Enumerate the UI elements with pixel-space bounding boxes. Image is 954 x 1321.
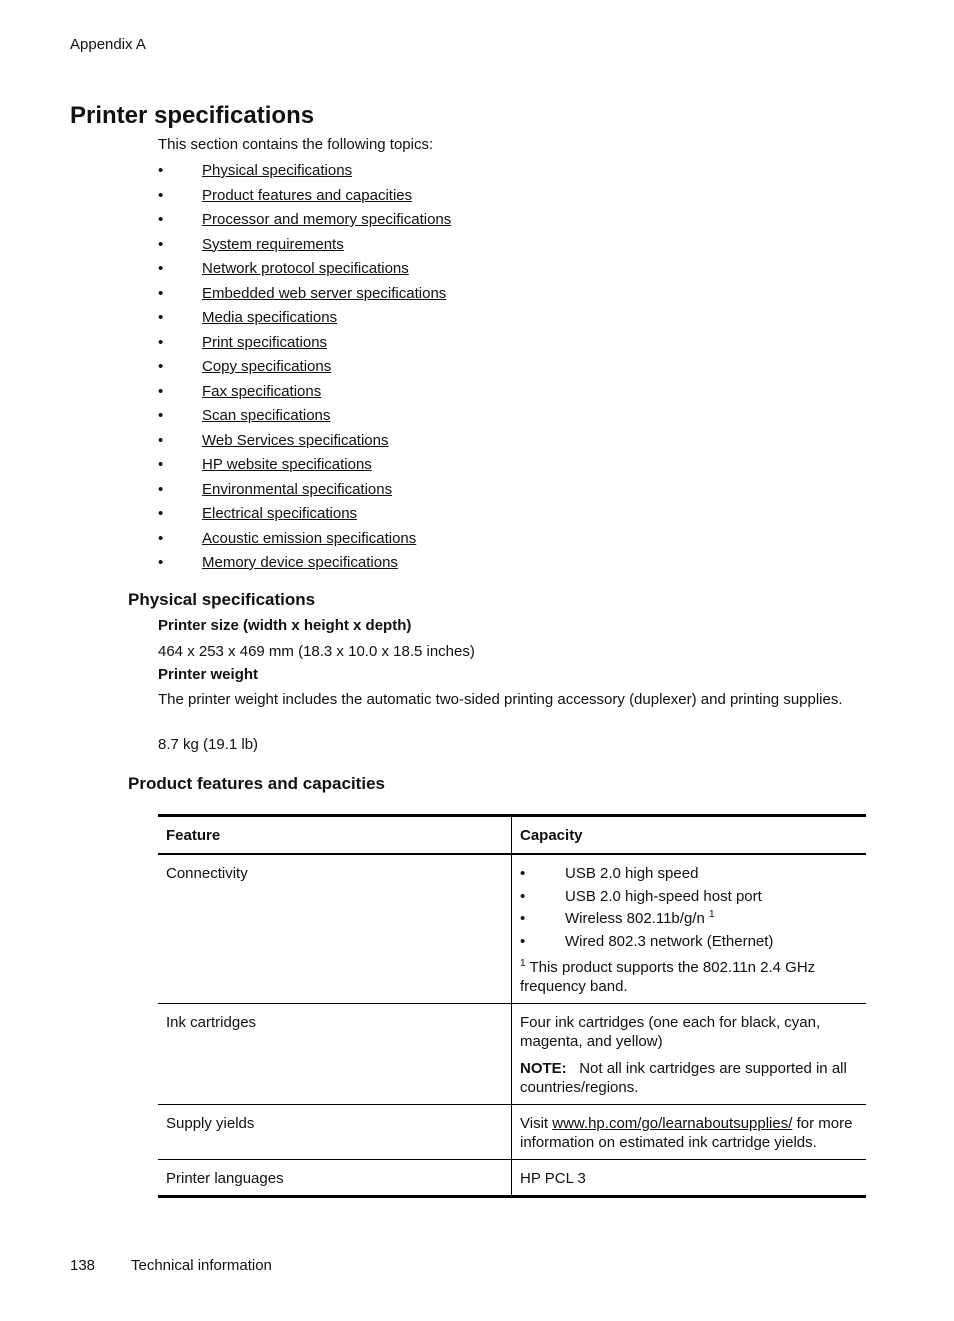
toc-link[interactable]: Embedded web server specifications — [202, 284, 447, 302]
column-header-capacity: Capacity — [512, 816, 867, 855]
table-row — [158, 1004, 866, 1105]
table-row — [158, 1105, 866, 1160]
bullet: • — [158, 358, 164, 375]
bullet: • — [158, 431, 164, 449]
toc-link[interactable]: Network protocol specifications — [202, 260, 409, 277]
bullet: • — [158, 480, 164, 498]
toc-link[interactable]: Processor and memory specifications — [202, 211, 452, 228]
bullet: • — [158, 309, 164, 326]
footer-section-title: Technical information — [131, 1257, 272, 1274]
list-item: • Wired 802.3 network (Ethernet) — [520, 932, 774, 950]
table-row — [158, 854, 866, 1004]
printer-size-value: 464 x 253 x 469 mm (18.3 x 10.0 x 18.5 inches) — [158, 643, 475, 660]
toc-link[interactable]: Media specifications — [202, 309, 338, 326]
capacity-connectivity — [512, 854, 867, 1004]
capacity-printer-languages: HP PCL 3 — [512, 1160, 867, 1197]
feature-connectivity: Connectivity — [158, 854, 512, 1004]
bullet: • — [158, 235, 164, 253]
physical-specs-heading: Physical specifications — [128, 590, 316, 609]
bullet: • — [158, 505, 164, 522]
printer-weight-value: 8.7 kg (19.1 lb) — [158, 736, 259, 753]
supplies-link[interactable]: www.hp.com/go/learnaboutsupplies/ — [552, 1115, 793, 1132]
toc-link[interactable]: System requirements — [202, 235, 344, 253]
bullet: • — [158, 162, 164, 179]
bullet: • — [158, 382, 164, 400]
intro-text: This section contains the following topics: — [158, 136, 434, 153]
footnote-marker: 1 — [708, 909, 715, 920]
toc-link[interactable]: Electrical specifications — [202, 505, 358, 522]
feature-supply-yields: Supply yields — [158, 1105, 512, 1160]
capacity-ink-cartridges: Four ink cartridges (one each for black, cyan, magenta, and yellow) NOTE: Not all ink cartridges are supported in all countries/regions. — [512, 1004, 867, 1105]
connectivity-list — [520, 864, 858, 954]
bullet: • — [158, 211, 164, 228]
bullet: • — [158, 284, 164, 302]
toc-link[interactable]: Print specifications — [202, 333, 328, 351]
feature-ink-cartridges: Ink cartridges — [158, 1004, 512, 1105]
note-label: NOTE: — [520, 1060, 567, 1077]
toc-link[interactable]: Memory device specifications — [202, 554, 398, 571]
bullet: • — [158, 333, 164, 351]
running-header: Appendix A — [70, 36, 146, 53]
toc-link[interactable]: Fax specifications — [202, 382, 322, 400]
list-item: • USB 2.0 high speed — [520, 865, 699, 882]
toc-link[interactable]: Web Services specifications — [202, 431, 389, 449]
toc-link[interactable]: Environmental specifications — [202, 480, 393, 498]
bullet: • — [158, 186, 164, 204]
features-heading: Product features and capacities — [128, 774, 385, 793]
column-header-feature: Feature — [158, 816, 512, 855]
page-number: 138 — [70, 1257, 96, 1274]
bullet: • — [158, 554, 164, 571]
bullet: • — [158, 407, 164, 424]
capacity-supply-yields: Visit www.hp.com/go/learnaboutsupplies/ for more information on estimated ink cartridge yields. — [512, 1105, 867, 1160]
connectivity-footnote: $^1$ This product supports the 802.11n 2.4 GHz frequency band. — [520, 958, 816, 995]
printer-size-label: Printer size (width x height x depth) — [158, 617, 412, 634]
toc-link[interactable]: Physical specifications — [202, 162, 353, 179]
printer-weight-label: Printer weight — [158, 666, 259, 683]
toc-link[interactable]: HP website specifications — [202, 456, 372, 473]
table-row — [158, 1160, 866, 1197]
feature-printer-languages: Printer languages — [158, 1160, 512, 1197]
ink-note: NOTE: Not all ink cartridges are supported in all countries/regions. — [520, 1060, 847, 1096]
table-header-row — [158, 816, 866, 855]
toc-link[interactable]: Scan specifications — [202, 407, 331, 424]
toc-link[interactable]: Product features and capacities — [202, 186, 413, 204]
printer-weight-description: The printer weight includes the automatic two-sided printing accessory (duplexer) and printing supplies. — [158, 691, 843, 708]
bullet: • — [158, 529, 164, 547]
bullet: • — [158, 456, 164, 473]
list-item: • Wireless 802.11b/g/n $^1$ — [520, 909, 715, 927]
bullet: • — [158, 260, 164, 277]
features-table — [158, 814, 866, 1198]
toc-link[interactable]: Copy specifications — [202, 358, 332, 375]
list-item: • USB 2.0 high-speed host port — [520, 887, 762, 905]
toc-link[interactable]: Acoustic emission specifications — [202, 529, 417, 547]
page-title: Printer specifications — [70, 102, 315, 129]
